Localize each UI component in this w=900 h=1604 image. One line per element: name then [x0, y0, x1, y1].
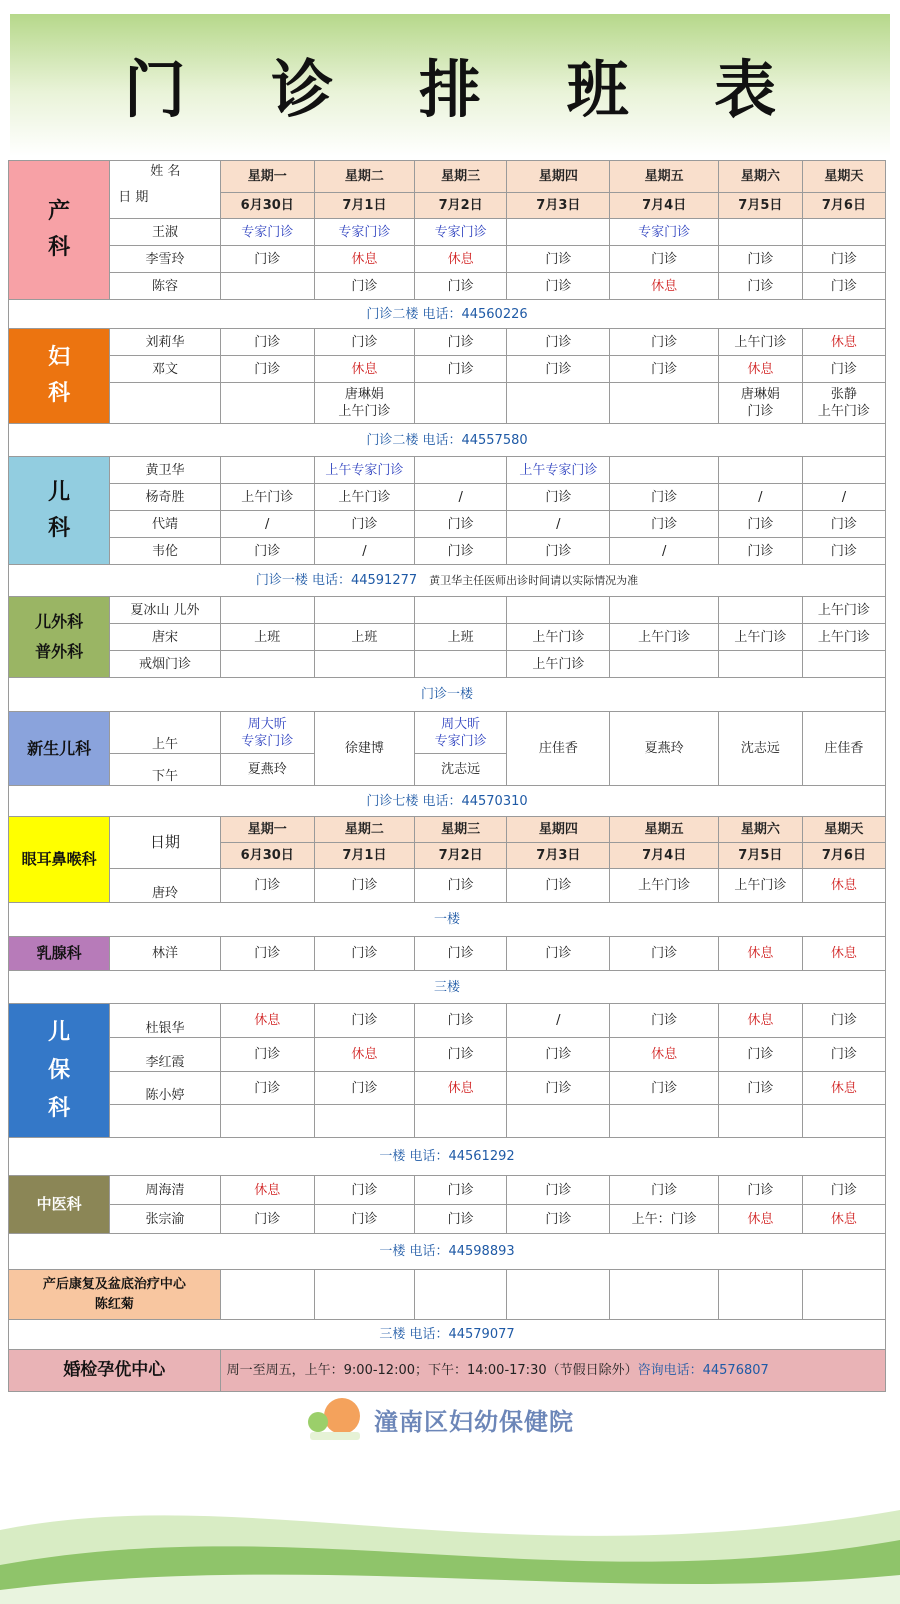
table-row: [9, 869, 886, 903]
dept-chanke: [9, 161, 886, 329]
date-header: 7月4日: [610, 193, 718, 219]
doctor-name: [110, 383, 220, 424]
table-row: [9, 219, 886, 246]
schedule-cell: 门诊: [507, 869, 610, 903]
date-header: 7月5日: [718, 843, 802, 869]
weekday-header: 星期五: [610, 817, 718, 843]
consult-phone: 咨询电话：44576807: [637, 1363, 769, 1378]
doctor-name: 李雪玲: [110, 246, 220, 273]
doctor-name: 韦伦: [110, 538, 220, 565]
schedule-cell: [220, 457, 314, 484]
schedule-cell: 门诊: [718, 538, 802, 565]
doctor-name: 陈小婷: [110, 1072, 220, 1105]
schedule-cell: 上午门诊: [802, 624, 885, 651]
table-row: [9, 1270, 886, 1320]
note-extra: 黄卫华主任医师出诊时间请以实际情况为准: [429, 574, 639, 587]
table-row: [9, 1205, 886, 1234]
doctor-name: 邓文: [110, 356, 220, 383]
location-note: 门诊二楼 电话：44560226: [9, 300, 886, 329]
schedule-cell: 专家门诊: [610, 219, 718, 246]
schedule-cell: 门诊: [507, 937, 610, 971]
schedule-cell: [415, 383, 507, 424]
dept-erke: [9, 457, 886, 597]
doctor-name: 唐宋: [110, 624, 220, 651]
location-note: 一楼 电话：44561292: [9, 1138, 886, 1176]
location-note: 一楼 电话：44598893: [9, 1234, 886, 1270]
hours-info: 周一至周五，上午：9:00-12:00；下午：14:00-17:30（节假日除外）咨询电话：44576807: [220, 1350, 885, 1392]
schedule-cell: 门诊: [507, 538, 610, 565]
schedule-cell: [802, 651, 885, 678]
doctor-name: 刘莉华: [110, 329, 220, 356]
schedule-cell: 门诊: [507, 246, 610, 273]
dept-erbao: [9, 1004, 886, 1176]
dept-hunjian: [9, 1350, 886, 1392]
schedule-cell: 上午门诊: [718, 329, 802, 356]
schedule-cell: 上午门诊: [507, 624, 610, 651]
schedule-cell: 休息: [718, 937, 802, 971]
weekday-header: 星期六: [718, 817, 802, 843]
schedule-cell: 专家门诊: [220, 219, 314, 246]
schedule-cell: [220, 383, 314, 424]
schedule-cell: 上午门诊: [220, 484, 314, 511]
schedule-cell: 门诊: [802, 1038, 885, 1072]
schedule-cell: 门诊: [610, 246, 718, 273]
schedule-cell: 门诊: [415, 1004, 507, 1038]
schedule-cell: 门诊: [610, 329, 718, 356]
table-row: [9, 383, 886, 424]
schedule-cell: 门诊: [415, 511, 507, 538]
weekday-header: 星期三: [415, 817, 507, 843]
schedule-cell: 上午门诊: [610, 869, 718, 903]
schedule-table: [8, 160, 886, 1392]
schedule-cell: 休息: [314, 246, 414, 273]
table-row: [9, 457, 886, 484]
schedule-cell: 周大昕 专家门诊: [220, 712, 314, 754]
schedule-cell: 门诊: [220, 538, 314, 565]
weekday-header: 星期二: [314, 817, 414, 843]
schedule-cell: 门诊: [220, 937, 314, 971]
schedule-cell: 门诊: [415, 356, 507, 383]
schedule-cell: 周大昕 专家门诊: [415, 712, 507, 754]
table-row: [9, 511, 886, 538]
table-row: [9, 1350, 886, 1392]
schedule-cell: 休息: [415, 1072, 507, 1105]
table-row: [9, 937, 886, 971]
schedule-cell: 门诊: [314, 869, 414, 903]
table-row: [9, 1038, 886, 1072]
location-note: 门诊一楼 电话：44591277 黄卫华主任医师出诊时间请以实际情况为准: [9, 565, 886, 597]
doctor-name: 林洋: [110, 937, 220, 971]
schedule-cell: 沈志远: [718, 712, 802, 786]
schedule-cell: 上午专家门诊: [507, 457, 610, 484]
date-header: 7月6日: [802, 843, 885, 869]
doctor-name: 黄卫华: [110, 457, 220, 484]
weekday-header: 星期四: [507, 161, 610, 193]
schedule-cell: 门诊: [610, 356, 718, 383]
logo-mark-icon: [300, 1392, 370, 1442]
schedule-cell: 门诊: [415, 937, 507, 971]
dept-chanke-label: 产 科: [9, 161, 110, 300]
weekday-header: 星期二: [314, 161, 414, 193]
weekday-header: 星期一: [220, 817, 314, 843]
location-note: 门诊七楼 电话：44570310: [9, 786, 886, 817]
schedule-cell: 门诊: [415, 1176, 507, 1205]
dept-fuke: [9, 329, 886, 457]
schedule-cell: 休息: [610, 1038, 718, 1072]
doctor-name: 夏冰山 儿外: [110, 597, 220, 624]
dept-xinsheng-label: 新生儿科: [9, 712, 110, 786]
schedule-cell: 休息: [610, 273, 718, 300]
schedule-cell: 门诊: [610, 1004, 718, 1038]
doctor-name: 杨奇胜: [110, 484, 220, 511]
dept-chanhou-label: 产后康复及盆底治疗中心 陈红菊: [9, 1270, 221, 1320]
dept-hunjian-label: 婚检孕优中心: [9, 1350, 221, 1392]
schedule-cell: 夏燕玲: [610, 712, 718, 786]
schedule-cell: 门诊: [718, 1176, 802, 1205]
page-title: 门 诊 排 班 表: [123, 53, 809, 126]
schedule-cell: 休息: [718, 1205, 802, 1234]
schedule-cell: [507, 597, 610, 624]
schedule-cell: 徐建博: [314, 712, 414, 786]
schedule-cell: [718, 597, 802, 624]
schedule-cell: 休息: [314, 356, 414, 383]
weekday-header: 星期一: [220, 161, 314, 193]
date-header: 6月30日: [220, 193, 314, 219]
weekday-header: 星期三: [415, 161, 507, 193]
schedule-cell: 门诊: [718, 511, 802, 538]
schedule-cell: [610, 651, 718, 678]
schedule-cell: 门诊: [802, 246, 885, 273]
schedule-cell: 上午门诊: [718, 869, 802, 903]
schedule-cell: 门诊: [314, 329, 414, 356]
schedule-cell: 休息: [415, 246, 507, 273]
schedule-cell: 门诊: [415, 1205, 507, 1234]
schedule-cell: 张静 上午门诊: [802, 383, 885, 424]
schedule-cell: 门诊: [507, 1072, 610, 1105]
schedule-cell: 门诊: [415, 273, 507, 300]
table-row: [9, 246, 886, 273]
schedule-cell: 门诊: [802, 511, 885, 538]
table-row: [9, 624, 886, 651]
doctor-name: 陈容: [110, 273, 220, 300]
dept-ruxian: [9, 937, 886, 1004]
dept-ruxian-label: 乳腺科: [9, 937, 110, 971]
schedule-cell: [802, 457, 885, 484]
schedule-cell: 夏燕玲: [220, 754, 314, 786]
schedule-cell: 门诊: [314, 1205, 414, 1234]
weekday-header: 星期天: [802, 161, 885, 193]
schedule-cell: 门诊: [718, 246, 802, 273]
dept-fuke-label: 妇 科: [9, 329, 110, 424]
schedule-cell: 门诊: [802, 1004, 885, 1038]
schedule-cell: [415, 457, 507, 484]
doctor-name: 杜银华: [110, 1004, 220, 1038]
schedule-cell: /: [507, 1004, 610, 1038]
schedule-cell: 门诊: [507, 484, 610, 511]
hospital-name: 潼南区妇幼保健院: [374, 1408, 574, 1436]
location-note: 门诊二楼 电话：44557580: [9, 424, 886, 457]
dept-erwaike-label: 儿外科 普外科: [9, 597, 110, 678]
table-row: [9, 1105, 886, 1138]
schedule-cell: 门诊: [415, 329, 507, 356]
schedule-cell: 门诊: [610, 937, 718, 971]
location-note: 三楼: [9, 971, 886, 1004]
doctor-name: 周海清: [110, 1176, 220, 1205]
schedule-cell: 门诊: [314, 937, 414, 971]
session-am: 上午: [110, 712, 220, 754]
schedule-cell: 门诊: [314, 511, 414, 538]
schedule-cell: 门诊: [610, 1072, 718, 1105]
schedule-cell: 门诊: [507, 1205, 610, 1234]
schedule-cell: /: [802, 484, 885, 511]
schedule-cell: 上班: [314, 624, 414, 651]
schedule-cell: /: [415, 484, 507, 511]
dept-erke-label: 儿 科: [9, 457, 110, 565]
schedule-cell: 门诊: [802, 356, 885, 383]
schedule-cell: 唐琳娟 门诊: [718, 383, 802, 424]
weekday-header: 星期五: [610, 161, 718, 193]
schedule-cell: [802, 219, 885, 246]
schedule-cell: 门诊: [718, 1072, 802, 1105]
schedule-cell: 休息: [220, 1004, 314, 1038]
dept-zhongyi: [9, 1176, 886, 1270]
schedule-cell: 门诊: [415, 538, 507, 565]
table-row: [9, 651, 886, 678]
schedule-cell: [220, 651, 314, 678]
schedule-cell: [718, 219, 802, 246]
schedule-cell: 庄佳香: [507, 712, 610, 786]
date-header: 7月2日: [415, 843, 507, 869]
schedule-cell: [220, 273, 314, 300]
schedule-cell: [314, 651, 414, 678]
dept-zhongyi-label: 中医科: [9, 1176, 110, 1234]
schedule-cell: 休息: [220, 1176, 314, 1205]
schedule-cell: [610, 597, 718, 624]
dept-chanhou: [9, 1270, 886, 1350]
schedule-cell: 休息: [718, 356, 802, 383]
date-header: 7月6日: [802, 193, 885, 219]
schedule-cell: /: [610, 538, 718, 565]
date-label: 日期: [110, 817, 220, 869]
schedule-cell: 休息: [314, 1038, 414, 1072]
dept-yanerbihou-label: 眼耳鼻喉科: [9, 817, 110, 903]
table-row: [9, 484, 886, 511]
doctor-name: 唐玲: [110, 869, 220, 903]
date-header: 7月5日: [718, 193, 802, 219]
doctor-name: 戒烟门诊: [110, 651, 220, 678]
dept-xinsheng: [9, 712, 886, 817]
schedule-cell: 门诊: [415, 869, 507, 903]
schedule-cell: 门诊: [220, 869, 314, 903]
schedule-cell: 门诊: [314, 1004, 414, 1038]
schedule-cell: 庄佳香: [802, 712, 885, 786]
schedule-cell: /: [220, 511, 314, 538]
schedule-cell: 门诊: [507, 329, 610, 356]
schedule-cell: 门诊: [718, 273, 802, 300]
date-header: 7月1日: [314, 193, 414, 219]
schedule-cell: 专家门诊: [415, 219, 507, 246]
table-row: [9, 1004, 886, 1038]
schedule-cell: 门诊: [507, 356, 610, 383]
schedule-cell: [718, 651, 802, 678]
schedule-cell: 休息: [718, 1004, 802, 1038]
schedule-cell: [507, 383, 610, 424]
schedule-cell: 门诊: [802, 273, 885, 300]
schedule-cell: 门诊: [507, 273, 610, 300]
table-row: [9, 329, 886, 356]
dept-yanerbihou: [9, 817, 886, 937]
date-header: 7月3日: [507, 193, 610, 219]
schedule-cell: 休息: [802, 329, 885, 356]
doctor-name: 代靖: [110, 511, 220, 538]
schedule-cell: 门诊: [220, 356, 314, 383]
weekday-header: 星期四: [507, 817, 610, 843]
schedule-cell: 门诊: [802, 1176, 885, 1205]
session-pm: 下午: [110, 754, 220, 786]
schedule-cell: [610, 457, 718, 484]
schedule-cell: 门诊: [314, 273, 414, 300]
date-header: 7月3日: [507, 843, 610, 869]
schedule-cell: 休息: [802, 937, 885, 971]
schedule-cell: [314, 597, 414, 624]
table-row: [9, 1176, 886, 1205]
decorative-wave-icon: [0, 1470, 900, 1604]
schedule-cell: [610, 383, 718, 424]
schedule-cell: 门诊: [415, 1038, 507, 1072]
table-row: [9, 356, 886, 383]
table-row: [9, 1072, 886, 1105]
schedule-cell: 门诊: [610, 1176, 718, 1205]
table-row: [9, 273, 886, 300]
date-header: 7月2日: [415, 193, 507, 219]
schedule-cell: 休息: [802, 1072, 885, 1105]
schedule-cell: [507, 219, 610, 246]
schedule-cell: 门诊: [802, 538, 885, 565]
weekday-header: 星期天: [802, 817, 885, 843]
schedule-cell: /: [718, 484, 802, 511]
schedule-cell: 门诊: [220, 1038, 314, 1072]
schedule-cell: [718, 457, 802, 484]
schedule-cell: 上班: [220, 624, 314, 651]
schedule-cell: [415, 597, 507, 624]
schedule-cell: 上午：门诊: [610, 1205, 718, 1234]
dept-erbao-label: 儿 保 科: [9, 1004, 110, 1138]
hospital-logo: [300, 1392, 620, 1442]
date-header: 7月1日: [314, 843, 414, 869]
schedule-cell: 唐琳娟 上午门诊: [314, 383, 414, 424]
schedule-cell: 门诊: [220, 1205, 314, 1234]
doctor-name: 张宗渝: [110, 1205, 220, 1234]
location-note: 三楼 电话：44579077: [9, 1320, 886, 1350]
schedule-cell: 门诊: [507, 1176, 610, 1205]
schedule-cell: 门诊: [314, 1072, 414, 1105]
schedule-cell: 门诊: [220, 246, 314, 273]
date-header: 7月4日: [610, 843, 718, 869]
schedule-cell: 上午门诊: [314, 484, 414, 511]
schedule-cell: /: [507, 511, 610, 538]
schedule-cell: 上午专家门诊: [314, 457, 414, 484]
name-date-header: 姓 名 日 期: [110, 161, 220, 219]
schedule-cell: 上午门诊: [507, 651, 610, 678]
schedule-cell: 休息: [802, 869, 885, 903]
doctor-name: 王淑: [110, 219, 220, 246]
schedule-cell: 门诊: [507, 1038, 610, 1072]
table-row: [9, 597, 886, 624]
doctor-name: 李红霞: [110, 1038, 220, 1072]
schedule-cell: 专家门诊: [314, 219, 414, 246]
schedule-cell: 上班: [415, 624, 507, 651]
table-row: [9, 538, 886, 565]
schedule-cell: 沈志远: [415, 754, 507, 786]
schedule-cell: 上午门诊: [802, 597, 885, 624]
schedule-cell: 上午门诊: [718, 624, 802, 651]
schedule-cell: 门诊: [610, 484, 718, 511]
location-note: 一楼: [9, 903, 886, 937]
schedule-cell: [415, 651, 507, 678]
schedule-cell: 门诊: [718, 1038, 802, 1072]
schedule-cell: 门诊: [610, 511, 718, 538]
date-header: 6月30日: [220, 843, 314, 869]
schedule-cell: [220, 597, 314, 624]
schedule-cell: 门诊: [220, 329, 314, 356]
schedule-cell: 门诊: [314, 1176, 414, 1205]
schedule-cell: 上午门诊: [610, 624, 718, 651]
schedule-cell: /: [314, 538, 414, 565]
schedule-cell: 门诊: [220, 1072, 314, 1105]
dept-erwaike: [9, 597, 886, 712]
table-row: [9, 712, 886, 754]
weekday-header: 星期六: [718, 161, 802, 193]
schedule-cell: 休息: [802, 1205, 885, 1234]
location-note: 门诊一楼: [9, 678, 886, 712]
